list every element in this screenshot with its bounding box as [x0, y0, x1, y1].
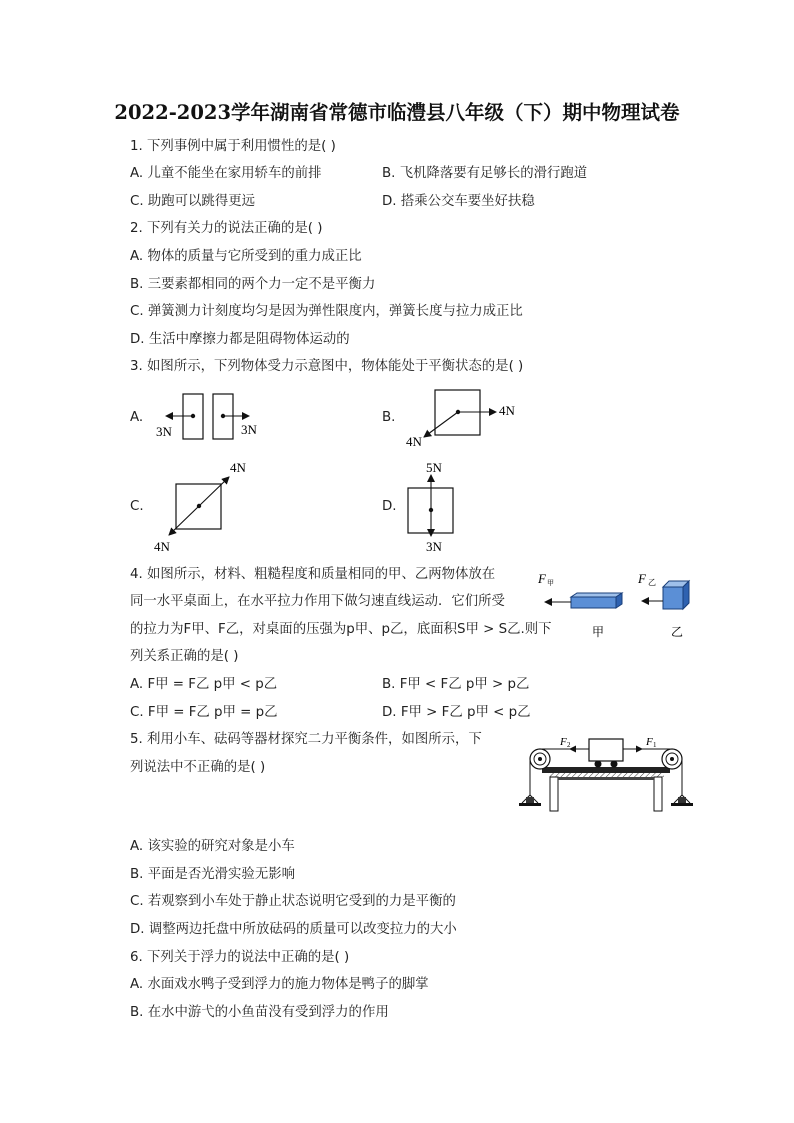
q4-figure	[534, 568, 696, 644]
q1-option-c: C. 助跑可以跳得更远	[130, 194, 255, 209]
q4-stem-line3: 的拉力为F甲、F乙，对桌面的压强为p甲、p乙，底面积S甲 > S乙.则下	[130, 622, 552, 637]
force-arrow-down-left	[169, 506, 199, 535]
q4-option-b: B. F甲 < F乙 p甲 > p乙	[382, 677, 530, 692]
q5-option-b: B. 平面是否光滑实验无影响	[130, 867, 295, 882]
block-yi	[663, 587, 683, 609]
q5-stem-line2: 列说法中不正确的是( )	[130, 760, 266, 775]
q4-stem-line2: 同一水平桌面上，在水平拉力作用下做匀速直线运动．它们所受	[130, 594, 505, 609]
q5-stem-line1: 5. 利用小车、砝码等器材探究二力平衡条件，如图所示，下	[130, 732, 482, 747]
q4-stem-line1: 4. 如图所示，材料、粗糙程度和质量相同的甲、乙两物体放在	[130, 567, 496, 582]
force-arrow-down-left	[424, 412, 458, 437]
label-4n-top: 4N	[230, 460, 246, 475]
force-arrow-up-right	[199, 477, 229, 506]
q3-option-b: B.	[382, 410, 396, 425]
q2-option-c: C. 弹簧测力计刻度均匀是因为弹性限度内，弹簧长度与拉力成正比	[130, 304, 523, 319]
q3-figure-a	[152, 392, 267, 444]
table-top	[542, 767, 670, 773]
q4-option-c: C. F甲 = F乙 p甲 = p乙	[130, 705, 278, 720]
f-yi-subscript: 乙	[648, 578, 656, 587]
q4-option-d: D. F甲 > F乙 p甲 < p乙	[382, 705, 531, 720]
label-4n-bottom: 4N	[406, 434, 422, 449]
block-jia	[571, 597, 616, 608]
f-jia-subscript: 甲	[547, 579, 554, 587]
label-3n-left: 3N	[156, 424, 172, 439]
tray-left	[519, 803, 541, 806]
f1-label: F	[646, 736, 653, 748]
q3-stem: 3. 如图所示，下列物体受力示意图中，物体能处于平衡状态的是( )	[130, 359, 524, 374]
q5-option-c: C. 若观察到小车处于静止状态说明它受到的力是平衡的	[130, 894, 456, 909]
label-3n-right: 3N	[241, 422, 257, 437]
label-4n-right: 4N	[499, 403, 515, 418]
tray-right	[671, 803, 693, 806]
table-leg-left	[550, 777, 558, 811]
table-leg-right	[654, 777, 662, 811]
q3-figure-b	[400, 385, 530, 450]
label-yi: 乙	[671, 625, 684, 639]
q4-option-a: A. F甲 = F乙 p甲 < p乙	[130, 677, 278, 692]
q3-option-a: A.	[130, 410, 144, 425]
q3-figure-c	[145, 458, 255, 554]
f2-label: F	[560, 736, 567, 748]
q6-option-b: B. 在水中游弋的小鱼苗没有受到浮力的作用	[130, 1005, 389, 1020]
f2-subscript: 2	[567, 741, 571, 749]
q6-option-a: A. 水面戏水鸭子受到浮力的施力物体是鸭子的脚掌	[130, 977, 429, 992]
q3-option-d: D.	[382, 499, 397, 514]
q2-stem: 2. 下列有关力的说法正确的是( )	[130, 221, 323, 236]
f-yi-label: F	[638, 571, 646, 586]
q5-figure	[514, 733, 696, 813]
q6-stem: 6. 下列关于浮力的说法中正确的是( )	[130, 950, 350, 965]
weight-right	[678, 797, 686, 803]
f-jia-label: F	[538, 571, 546, 586]
label-5n-top: 5N	[426, 460, 442, 475]
page-title: 2022-2023学年湖南省常德市临澧县八年级（下）期中物理试卷	[114, 101, 680, 124]
q5-option-d: D. 调整两边托盘中所放砝码的质量可以改变拉力的大小	[130, 922, 457, 937]
q4-stem-line4: 列关系正确的是( )	[130, 649, 239, 664]
q2-option-a: A. 物体的质量与它所受到的重力成正比	[130, 249, 362, 264]
cart	[589, 739, 623, 761]
q1-stem: 1. 下列事例中属于利用惯性的是( )	[130, 139, 336, 154]
label-3n-bottom: 3N	[426, 539, 442, 554]
q2-option-d: D. 生活中摩擦力都是阻碍物体运动的	[130, 332, 350, 347]
weight-left	[526, 797, 534, 803]
q1-option-a: A. 儿童不能坐在家用轿车的前排	[130, 166, 322, 181]
label-jia: 甲	[592, 625, 605, 639]
q1-option-d: D. 搭乘公交车要坐好扶稳	[382, 194, 535, 209]
q5-option-a: A. 该实验的研究对象是小车	[130, 839, 295, 854]
q1-option-b: B. 飞机降落要有足够长的滑行跑道	[382, 166, 588, 181]
label-4n-bottom: 4N	[154, 539, 170, 554]
q3-option-c: C.	[130, 499, 144, 514]
f1-subscript: 1	[653, 741, 657, 749]
q3-figure-d	[400, 458, 470, 554]
q2-option-b: B. 三要素都相同的两个力一定不是平衡力	[130, 277, 376, 292]
